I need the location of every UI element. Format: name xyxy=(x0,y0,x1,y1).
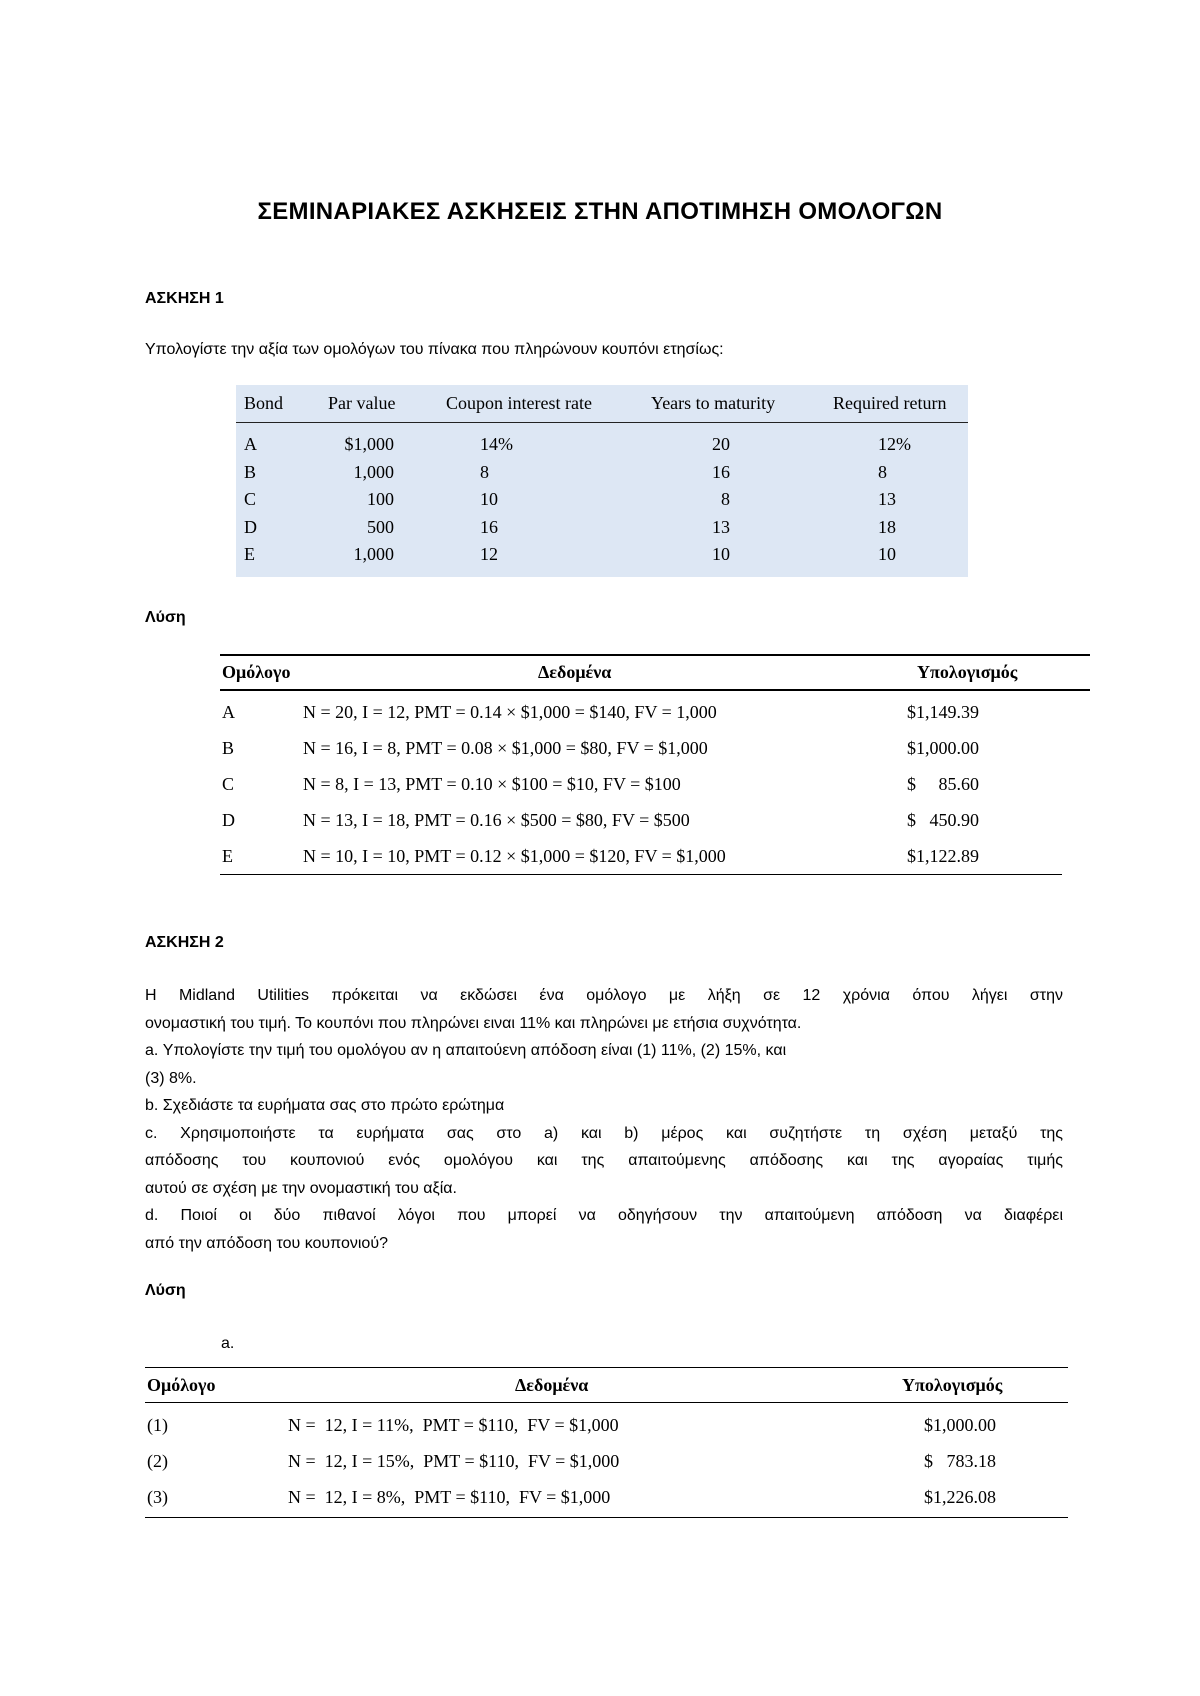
solution-1-bond: D xyxy=(222,810,235,830)
solution-1-header-bond: Ομόλογο xyxy=(222,662,291,682)
solution-1-header-rule xyxy=(220,689,1090,691)
bond-table-cell: 14% xyxy=(480,434,513,454)
solution-1-value: $1,149.39 xyxy=(907,702,979,722)
solution-1-data: N = 20, I = 12, PMT = 0.14 × $1,000 = $140, FV = 1,000 xyxy=(303,702,717,722)
solution-2-header-calc: Υπολογισμός xyxy=(902,1375,1003,1395)
bond-table-cell: 100 xyxy=(367,489,394,509)
solution-2-value: $1,226.08 xyxy=(924,1487,996,1507)
exercise-2-line: a. Υπολογίστε την τιμή του ομολόγου αν η απαιτούενη απόδοση είναι (1) 11%, (2) 15%, και xyxy=(145,1042,787,1059)
bond-table-cell: D xyxy=(244,516,257,537)
solution-1-data: N = 16, I = 8, PMT = 0.08 × $1,000 = $80, FV = $1,000 xyxy=(303,738,708,758)
exercise-2-line: b. Σχεδιάστε τα ευρήματα σας στο πρώτο ερώτημα xyxy=(145,1097,505,1114)
bond-table-cell: 13 xyxy=(878,489,896,509)
bond-table-cell: 12% xyxy=(878,434,911,454)
exercise-2-line: απόδοσης του κουπονιού ενός ομολόγου και της απαιτούμενης απόδοσης και της αγοραίας τιμής xyxy=(145,1152,1063,1169)
bond-table-cell: 10 xyxy=(712,544,730,564)
bond-table-cell: 8 xyxy=(480,461,489,482)
bond-table-cell: E xyxy=(244,544,255,564)
solution-2-data: N = 12, I = 8%, PMT = $110, FV = $1,000 xyxy=(288,1487,611,1507)
solution-2-data: N = 12, I = 15%, PMT = $110, FV = $1,000 xyxy=(288,1451,620,1471)
page-title: ΣΕΜΙΝΑΡΙΑΚΕΣ ΑΣΚΗΣΕΙΣ ΣΤΗΝ ΑΠΟΤΙΜΗΣΗ ΟΜΟΛΟΓΩΝ xyxy=(257,198,943,225)
solution-1-data: N = 10, I = 10, PMT = 0.12 × $1,000 = $120, FV = $1,000 xyxy=(303,846,726,866)
bond-table-cell: 12 xyxy=(480,544,498,564)
solution-1-bond: B xyxy=(222,738,235,758)
exercise-2-line: αυτού σε σχέση με την ονομαστική του αξία. xyxy=(145,1179,457,1197)
solution-1-value: $1,000.00 xyxy=(907,738,979,758)
bond-table-cell: B xyxy=(244,461,257,482)
solution-2-value: $ 783.18 xyxy=(924,1451,996,1471)
bond-table-header-bond: Bond xyxy=(244,393,284,413)
bond-table-header-coupon-rate: Coupon interest rate xyxy=(446,393,592,413)
exercise-1-prompt: Υπολογίστε την αξία των ομολόγων του πίνακα που πληρώνουν κουπόνι ετησίως: xyxy=(145,341,724,358)
solution-1-value: $ 450.90 xyxy=(907,810,979,830)
solution-2-case: (1) xyxy=(147,1415,168,1435)
bond-table-cell: A xyxy=(244,434,257,454)
exercise-2-line: ονομαστική του τιμή. Το κουπόνι που πληρώνει ειναι 11% και πληρώνει με ετήσια συχνότητα. xyxy=(145,1014,802,1032)
exercise-2-line: Η Midland Utilities πρόκειται να εκδώσει ένα ομόλογο με λήξη σε 12 χρόνια όπου λήγει στην xyxy=(145,987,1063,1004)
solution-2-header-rule xyxy=(145,1402,1068,1403)
bond-table-header-par-value: Par value xyxy=(328,393,396,413)
solution-1-data: N = 13, I = 18, PMT = 0.16 × $500 = $80, FV = $500 xyxy=(303,810,690,830)
bond-table-cell: 16 xyxy=(712,461,730,482)
solution-2-top-rule xyxy=(145,1367,1068,1368)
exercise-2-line: από την απόδοση του κουπονιού? xyxy=(145,1234,388,1252)
solution-2-bottom-rule xyxy=(145,1517,1068,1518)
bond-table-cell: 8 xyxy=(878,461,887,482)
solution-2-header-data: Δεδομένα xyxy=(515,1375,589,1395)
exercise-2-line: c. Χρησιμοποιήστε τα ευρήματα σας στο a) και b) μέρος και συζητήστε τη σχέση μεταξύ της xyxy=(145,1124,1063,1142)
bond-table-cell: 1,000 xyxy=(353,461,394,482)
bond-table-cell: 10 xyxy=(878,544,896,564)
solution-1-bond: E xyxy=(222,846,233,866)
solution-2-case: (2) xyxy=(147,1451,168,1471)
bond-table-cell: 500 xyxy=(367,516,394,537)
bond-table-cell: C xyxy=(244,489,257,509)
solution-1-header-data: Δεδομένα xyxy=(538,662,612,682)
solution-1-bond: C xyxy=(222,774,235,794)
bond-table-header-required-return: Required return xyxy=(833,393,947,413)
solution-2-value: $1,000.00 xyxy=(924,1415,996,1435)
solution-2-case: (3) xyxy=(147,1487,168,1507)
part-a-label: a. xyxy=(221,1335,235,1352)
solution-1-value: $ 85.60 xyxy=(907,774,979,794)
bond-table-cell: 1,000 xyxy=(353,544,394,564)
solution-2-data: N = 12, I = 11%, PMT = $110, FV = $1,000 xyxy=(288,1415,619,1435)
bond-table-cell: 8 xyxy=(721,489,730,509)
solution-1-top-rule xyxy=(220,654,1090,656)
solution-2-header-bond: Ομόλογο xyxy=(147,1375,216,1395)
solution-1-bond: A xyxy=(222,702,235,722)
bond-table-cell: 16 xyxy=(480,516,498,537)
bond-table-cell: 20 xyxy=(712,434,730,454)
exercise-2-line: d. Ποιοί οι δύο πιθανοί λόγοι που μπορεί να οδηγήσουν την απαιτούμενη απόδοση να διαφέρει xyxy=(145,1207,1063,1224)
bond-table-cell: 18 xyxy=(878,516,896,537)
solution-1-value: $1,122.89 xyxy=(907,846,979,866)
bond-table-cell: $1,000 xyxy=(344,434,394,454)
table-header-rule xyxy=(236,422,968,423)
bond-table-cell: 13 xyxy=(712,516,730,537)
exercise-1-solution-label: Λύση xyxy=(145,609,186,626)
solution-1-header-calc: Υπολογισμός xyxy=(917,662,1018,682)
bond-table-header-years: Years to maturity xyxy=(651,393,776,413)
bond-table-cell: 10 xyxy=(480,489,498,509)
solution-1-data: N = 8, I = 13, PMT = 0.10 × $100 = $10, FV = $100 xyxy=(303,774,681,794)
exercise-2-heading: ΑΣΚΗΣΗ 2 xyxy=(145,934,224,951)
exercise-1-heading: ΑΣΚΗΣΗ 1 xyxy=(145,290,224,307)
exercise-2-solution-label: Λύση xyxy=(145,1282,186,1299)
exercise-2-line: (3) 8%. xyxy=(145,1069,197,1087)
solution-1-bottom-rule xyxy=(220,874,1062,875)
